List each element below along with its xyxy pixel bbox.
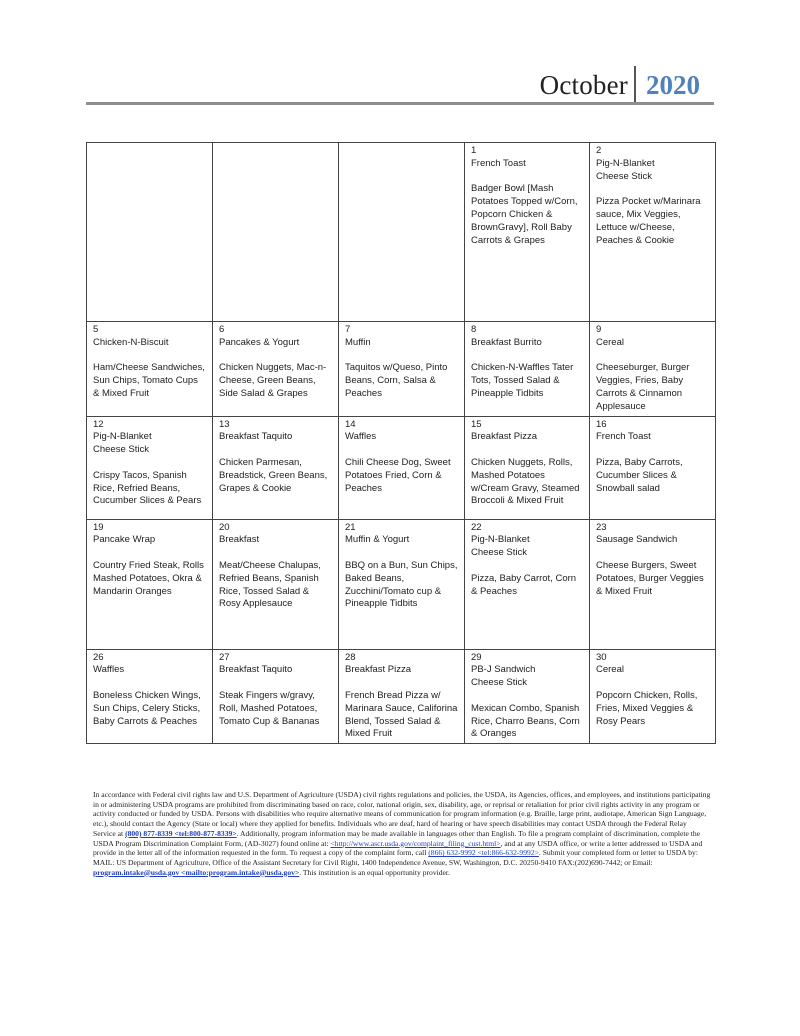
day-number: 1 <box>471 145 477 156</box>
day-cell <box>465 416 590 519</box>
lunch-item: Boneless Chicken Wings, Sun Chips, Celery Sticks, Baby Carrots & Peaches <box>93 689 201 727</box>
day-number: 27 <box>219 651 230 663</box>
day-cell <box>213 416 339 519</box>
menu-calendar-table <box>86 142 716 744</box>
day-number: 14 <box>345 418 356 430</box>
day-cell <box>87 416 213 519</box>
day-number: 15 <box>471 418 482 430</box>
breakfast-item: Muffin <box>345 336 371 348</box>
week-row <box>87 322 716 417</box>
day-cell <box>465 143 590 322</box>
day-number: 7 <box>345 324 351 335</box>
day-number: 9 <box>596 324 602 335</box>
day-number: 13 <box>219 418 230 430</box>
lunch-item: Popcorn Chicken, Rolls, Fries, Mixed Veggies & Rosy Pears <box>596 689 698 727</box>
day-cell <box>213 143 339 322</box>
lunch-item: Cheese Burgers, Sweet Potatoes, Burger Veggies & Mixed Fruit <box>596 559 704 597</box>
lunch-item: Pizza Pocket w/Marinara sauce, Mix Veggies, Lettuce w/Cheese, Peaches & Cookie <box>596 196 701 246</box>
statement-text-1: In accordance with Federal civil rights law and U.S. Department of Agriculture (USDA) civil rights regulations and policies, the USDA, its Agencies, offices, and employees, and institutions participating in or administering USDA programs are prohibited from discriminating based on race, color, national origin, sex, disability, age, or reprisal or retaliation for prior civil rights activity in any program or activity conducted or funded by USDA. Persons with disabilities who require alternative means of communication for program information (e.g. Braille, large print, audiotape, American Sign Language, etc.), should contact the Agency (State or local) where they applied for benefits. Individuals who are deaf, hard of hearing or have speech disabilities may contact USDA through the Federal Relay Service at <box>93 790 711 838</box>
header-rule <box>86 102 714 105</box>
day-number: 22 <box>471 521 482 533</box>
day-cell <box>339 322 465 417</box>
breakfast-extra: Cheese Stick <box>596 170 652 182</box>
day-number: 5 <box>93 324 99 335</box>
day-cell <box>590 143 716 322</box>
day-number: 29 <box>471 651 482 663</box>
breakfast-item: Breakfast Pizza <box>345 664 411 676</box>
calendar-header <box>86 60 714 106</box>
breakfast-item: Waffles <box>93 664 125 676</box>
breakfast-item: Pig-N-Blanket <box>596 157 655 169</box>
day-number: 6 <box>219 324 225 335</box>
breakfast-item: French Toast <box>471 157 526 169</box>
lunch-item: BBQ on a Bun, Sun Chips, Baked Beans, Zucchini/Tomato cup & Pineapple Tidbits <box>345 559 458 610</box>
day-cell <box>213 649 339 744</box>
day-cell <box>87 143 213 322</box>
day-number: 19 <box>93 521 104 533</box>
lunch-item: Chicken Parmesan, Breadstick, Green Beans, Grapes & Cookie <box>219 456 328 494</box>
day-cell <box>87 322 213 417</box>
breakfast-item: Breakfast Taquito <box>219 431 293 443</box>
day-number: 8 <box>471 324 477 335</box>
lunch-item: Pizza, Baby Carrot, Corn & Peaches <box>471 572 577 597</box>
day-cell <box>339 519 465 649</box>
complaint-form-link[interactable]: <http://www.ascr.usda.gov/complaint_filing_cust.html> <box>330 838 501 848</box>
statement-text-4: . Submit your completed form or letter to USDA by: MAIL: US Department of Agriculture, Office of the Assistant Secretary for Civil Right, 1400 Independence Avenue, SW, Washington, D.C. 20250-9410 FAX:(202)690-7442; or Email: <box>93 848 698 867</box>
day-number: 26 <box>93 651 104 663</box>
breakfast-item: Cereal <box>596 336 624 348</box>
day-number: 12 <box>93 418 104 430</box>
title-divider <box>634 66 636 104</box>
lunch-item: Country Fried Steak, Rolls Mashed Potatoes, Okra & Mandarin Oranges <box>93 559 204 597</box>
day-number: 28 <box>345 651 356 663</box>
breakfast-item: Pancakes & Yogurt <box>219 336 300 348</box>
lunch-item: Badger Bowl [Mash Potatoes Topped w/Corn, Popcorn Chicken & BrownGravy], Roll Baby Carrots & Grapes <box>471 183 578 246</box>
day-cell <box>465 322 590 417</box>
day-number: 2 <box>596 145 602 156</box>
lunch-item: Chili Cheese Dog, Sweet Potatoes Fried, Corn & Peaches <box>345 456 451 494</box>
breakfast-item: Pancake Wrap <box>93 534 156 546</box>
breakfast-item: Breakfast <box>219 534 260 546</box>
day-cell <box>590 416 716 519</box>
week-row <box>87 416 716 519</box>
day-cell <box>87 649 213 744</box>
breakfast-item: Breakfast Pizza <box>471 431 537 443</box>
day-cell <box>465 519 590 649</box>
email-link[interactable]: program.intake@usda.gov <mailto:program.intake@usda.gov> <box>93 867 300 877</box>
day-cell <box>465 649 590 744</box>
lunch-item: Cheeseburger, Burger Veggies, Fries, Baby Carrots & Cinnamon Applesauce <box>596 362 690 412</box>
day-number: 23 <box>596 521 607 533</box>
year-title: 2020 <box>646 70 700 100</box>
week-row <box>87 519 716 649</box>
day-cell <box>339 649 465 744</box>
breakfast-item: Chicken-N-Biscuit <box>93 336 169 348</box>
lunch-item: Taquitos w/Queso, Pinto Beans, Corn, Salsa & Peaches <box>345 362 448 399</box>
day-number: 16 <box>596 418 607 430</box>
day-cell <box>590 649 716 744</box>
lunch-item: Meat/Cheese Chalupas, Refried Beans, Spanish Rice, Tossed Salad & Rosy Applesauce <box>219 559 321 610</box>
statement-text-2: . Additionally, program information may be made available in languages other than English. To file a program complaint of discrimination, complete the USDA Program Discrimination Complaint Form, (AD-3027) found online at: <box>93 828 701 848</box>
relay-phone-link[interactable]: (800) 877-8339 <tel:800-877-8339> <box>125 828 237 838</box>
week-row <box>87 649 716 744</box>
breakfast-extra: Cheese Stick <box>471 547 527 559</box>
lunch-item: French Bread Pizza w/ Marinara Sauce, Califorina Blend, Tossed Salad & Mixed Fruit <box>345 689 458 740</box>
breakfast-item: French Toast <box>596 431 651 443</box>
day-cell <box>590 322 716 417</box>
day-number: 21 <box>345 521 356 533</box>
statement-text-5: . This institution is an equal opportunity provider. <box>299 867 450 877</box>
day-cell <box>339 416 465 519</box>
nondiscrimination-statement <box>93 790 711 877</box>
breakfast-item: Sausage Sandwich <box>596 534 678 546</box>
breakfast-item: Breakfast Taquito <box>219 664 293 676</box>
day-number: 20 <box>219 521 230 533</box>
breakfast-item: Breakfast Burrito <box>471 336 542 348</box>
day-cell <box>590 519 716 649</box>
complaint-phone-link[interactable]: (866) 632-9992 <tel:866-632-9992> <box>428 848 539 858</box>
breakfast-item: Cereal <box>596 664 624 676</box>
lunch-item: Crispy Tacos, Spanish Rice, Refried Beans, Cucumber Slices & Pears <box>93 469 202 507</box>
breakfast-item: Waffles <box>345 431 377 443</box>
breakfast-item: Muffin & Yogurt <box>345 534 410 546</box>
day-cell <box>213 322 339 417</box>
lunch-item: Chicken Nuggets, Rolls, Mashed Potatoes w/Cream Gravy, Steamed Broccoli & Mixed Fruit <box>471 456 580 507</box>
lunch-item: Ham/Cheese Sandwiches, Sun Chips, Tomato Cups & Mixed Fruit <box>93 362 205 399</box>
lunch-item: Mexican Combo, Spanish Rice, Charro Beans, Corn & Oranges <box>471 702 580 740</box>
day-cell <box>339 143 465 322</box>
breakfast-item: Pig-N-Blanket <box>93 431 152 443</box>
breakfast-item: PB-J Sandwich <box>471 664 536 676</box>
lunch-item: Pizza, Baby Carrots, Cucumber Slices & Snowball salad <box>596 456 683 494</box>
day-number: 30 <box>596 651 607 663</box>
day-cell <box>213 519 339 649</box>
lunch-item: Chicken-N-Waffles Tater Tots, Tossed Salad & Pineapple Tidbits <box>471 362 574 399</box>
breakfast-extra: Cheese Stick <box>471 677 527 689</box>
lunch-item: Steak Fingers w/gravy, Roll, Mashed Potatoes, Tomato Cup & Bananas <box>219 689 320 727</box>
breakfast-extra: Cheese Stick <box>93 444 149 456</box>
month-title: October <box>539 70 628 100</box>
breakfast-item: Pig-N-Blanket <box>471 534 530 546</box>
statement-text-3: , and at any USDA office, or write a letter addressed to USDA and provide in the letter all of the information requested in the form. To request a copy of the complaint form, call <box>93 838 703 858</box>
lunch-item: Chicken Nuggets, Mac-n-Cheese, Green Beans, Side Salad & Grapes <box>219 362 327 399</box>
day-cell <box>87 519 213 649</box>
week-row <box>87 143 716 322</box>
